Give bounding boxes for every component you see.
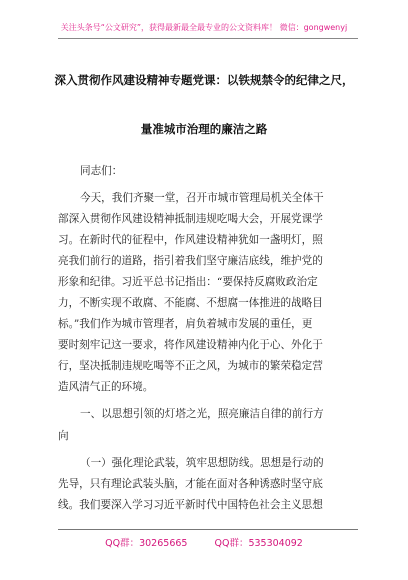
document-title-line-2: 量准城市治理的廉洁之路 bbox=[140, 122, 268, 136]
paragraph-line: 行，坚决抵制违规吃喝等不正之风，为城市的繁荣稳定营 bbox=[58, 360, 323, 372]
paragraph-line: 习。在新时代的征程中，作风建设精神犹如一盏明灯，照 bbox=[58, 234, 323, 246]
paragraph-line: （一）强化理论武装，筑牢思想防线。思想是行动的 bbox=[80, 457, 324, 469]
paragraph-line: 形象和纪律。习近平总书记指出：“要保持反腐败政治定 bbox=[58, 276, 318, 288]
paragraph-line: 力，不断实现不敢腐、不能腐、不想腐一体推进的战略目 bbox=[58, 297, 323, 309]
paragraph-line: 标。”我们作为城市管理者，肩负着城市发展的重任，更 bbox=[58, 318, 313, 330]
paragraph-line: 先导，只有理论武装头脑，才能在面对各种诱惑时坚守底 bbox=[58, 478, 323, 490]
salutation: 同志们： bbox=[80, 165, 123, 177]
paragraph-line: 部深入贯彻作风建设精神抵制违规吃喝大会，开展党课学 bbox=[58, 213, 323, 225]
footer-divider bbox=[58, 529, 358, 530]
paragraph-line: 线。我们要深入学习习近平新时代中国特色社会主义思想 bbox=[58, 499, 323, 511]
section-heading-continued: 向 bbox=[58, 430, 69, 442]
header-divider bbox=[58, 38, 358, 39]
paragraph-line: 今天，我们齐聚一堂，召开市城市管理局机关全体干 bbox=[80, 192, 324, 204]
section-heading: 一、以思想引领的灯塔之光，照亮廉洁自律的前行方 bbox=[80, 408, 324, 420]
footer-qq-group-2: QQ群：535304092 bbox=[214, 538, 303, 549]
footer bbox=[0, 535, 408, 549]
document-title-line-1: 深入贯彻作风建设精神专题党课：以铁规禁令的纪律之尺， bbox=[54, 73, 354, 87]
paragraph-line: 亮我们前行的道路，指引着我们坚守廉洁底线，维护党的 bbox=[58, 255, 323, 267]
footer-qq-group-1: QQ群：30265665 bbox=[105, 538, 188, 549]
header-note: 关注头条号“公文研究”，获得最新最全最专业的公文资料库！ 微信：gongwenyj bbox=[60, 23, 348, 32]
paragraph-line: 要时刻牢记这一要求，将作风建设精神内化于心、外化于 bbox=[58, 339, 323, 351]
paragraph-line: 造风清气正的环境。 bbox=[58, 381, 154, 393]
